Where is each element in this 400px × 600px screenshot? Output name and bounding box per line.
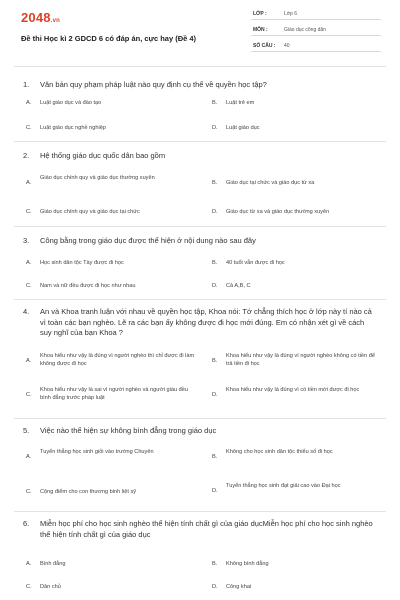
option-text: Tuyển thẳng học sinh giỏi vào trường Chuyên (40, 449, 154, 455)
option-text: Giáo dục chính quy và giáo dục tại chức (40, 209, 140, 215)
option-letter: B. (212, 358, 218, 364)
option-letter: A. (26, 260, 32, 266)
question-text: An và Khoa tranh luận với nhau về quyền học tập, Khoa nói: Tớ chẳng thích học ở lớp này tí nào cả vì toàn các bạn nghèo. Lẽ ra các bạn ấy không được đi học mới đúng. Em có nhận xét gì về cách suy nghĩ của bạn Khoa ? (40, 307, 372, 337)
divider (14, 418, 386, 419)
question-text: Công bằng trong giáo dục được thể hiện ở nội dung nào sau đây (40, 236, 256, 245)
option-text: Cộng điểm cho con thương binh liệt sỹ (40, 489, 137, 495)
option-letter: A. (26, 561, 32, 567)
option-letter: B. (212, 180, 218, 186)
option-text: Khoa hiểu như vậy là đúng vì người nghèo không có tiền để trả tiền đi học (226, 353, 375, 368)
question-text: Hệ thống giáo dục quốc dân bao gồm (40, 151, 166, 160)
question-number: 5. (23, 426, 30, 435)
option-letter: D. (212, 283, 218, 289)
option-text: Luật trẻ em (226, 100, 255, 106)
option-letter: B. (212, 561, 218, 567)
option-text: Giáo dục chính quy và giáo dục thường xuyên (40, 175, 155, 181)
meta-label: MÔN : (253, 27, 268, 33)
option-letter: D. (212, 584, 218, 590)
divider (14, 511, 386, 512)
option-text: Luật giáo dục và đào tạo (40, 100, 102, 106)
meta-label: LỚP : (253, 11, 267, 17)
option-text: Không cho học sinh dân tộc thiểu số đi học (226, 449, 333, 455)
option-letter: B. (212, 454, 218, 460)
option-letter: C. (26, 392, 32, 398)
meta-value: 40 (284, 43, 290, 49)
option-text: Giáo dục từ xa và giáo dục thường xuyên (226, 209, 330, 215)
option-letter: D. (212, 209, 218, 215)
question-text: Việc nào thể hiện sự không bình đẳng trong giáo dục (40, 426, 217, 435)
site-logo[interactable] (21, 10, 60, 25)
question-number: 3. (23, 236, 30, 245)
option-letter: C. (26, 489, 32, 495)
logo-tld: .vn (50, 18, 61, 24)
question-number: 1. (23, 80, 30, 89)
divider (14, 226, 386, 227)
meta-row-count (251, 40, 381, 52)
option-text: Công khai (226, 584, 252, 590)
document-header (0, 0, 400, 62)
meta-value: Giáo dục công dân (284, 27, 326, 33)
option-letter: A. (26, 454, 32, 460)
option-text: Nam và nữ đều được đi học như nhau (40, 283, 136, 289)
option-text: Luật giáo dục nghề nghiệp (40, 125, 106, 131)
question-text: Văn bản quy phạm pháp luật nào quy định cụ thể về quyền học tập? (40, 80, 267, 89)
meta-row-subject (251, 24, 381, 36)
page-title: Đề thi Học kì 2 GDCD 6 có đáp án, cực hay (Đề 4) (21, 34, 197, 43)
question-number: 4. (23, 307, 30, 316)
meta-value: Lớp 6 (284, 11, 298, 17)
divider (14, 66, 386, 67)
option-text: Không bình đẳng (226, 561, 269, 567)
divider (14, 299, 386, 300)
option-letter: D. (212, 392, 218, 398)
logo-main: 2048 (21, 10, 51, 25)
option-text: Khoa hiểu như vậy là đúng vì có tiền mới được đi học (226, 387, 360, 393)
option-letter: D. (212, 488, 218, 494)
option-letter: C. (26, 283, 32, 289)
option-text: Bình đẳng (40, 561, 66, 567)
option-letter: B. (212, 100, 218, 106)
option-letter: B. (212, 260, 218, 266)
option-letter: C. (26, 125, 32, 131)
option-text: Dân chủ (40, 584, 61, 590)
option-text: 40 tuổi vẫn được đi học (226, 260, 285, 266)
question-text: Miễn học phí cho học sinh nghèo thể hiện tính chất gì của giáo dụcMiễn học phí cho học sinh nghèo thể hiện tính chất gì của giáo dục (40, 519, 373, 539)
option-letter: D. (212, 125, 218, 131)
meta-row-class (251, 8, 381, 20)
option-text: Giáo dục tại chức và giáo dục từ xa (226, 180, 315, 186)
divider (14, 141, 386, 142)
question-number: 2. (23, 151, 30, 160)
option-letter: A. (26, 100, 32, 106)
meta-label: SỐ CÂU : (253, 43, 276, 49)
option-letter: C. (26, 584, 32, 590)
option-letter: A. (26, 180, 32, 186)
option-text: Cả A,B, C (226, 283, 251, 289)
question-number: 6. (23, 519, 30, 528)
option-text: Khoa hiểu như vậy là sai vì người nghèo và người giàu đều bình đẳng trước pháp luật (40, 387, 188, 402)
option-text: Tuyển thẳng học sinh đạt giải cao vào Đại học (226, 483, 341, 489)
option-text: Khoa hiểu như vậy là đúng vì người nghèo thì chỉ được đi làm không được đi học (40, 353, 195, 368)
option-text: Học sinh dân tộc Tày được đi học (40, 260, 124, 266)
option-letter: A. (26, 358, 32, 364)
option-letter: C. (26, 209, 32, 215)
option-text: Luật giáo dục (226, 125, 260, 131)
